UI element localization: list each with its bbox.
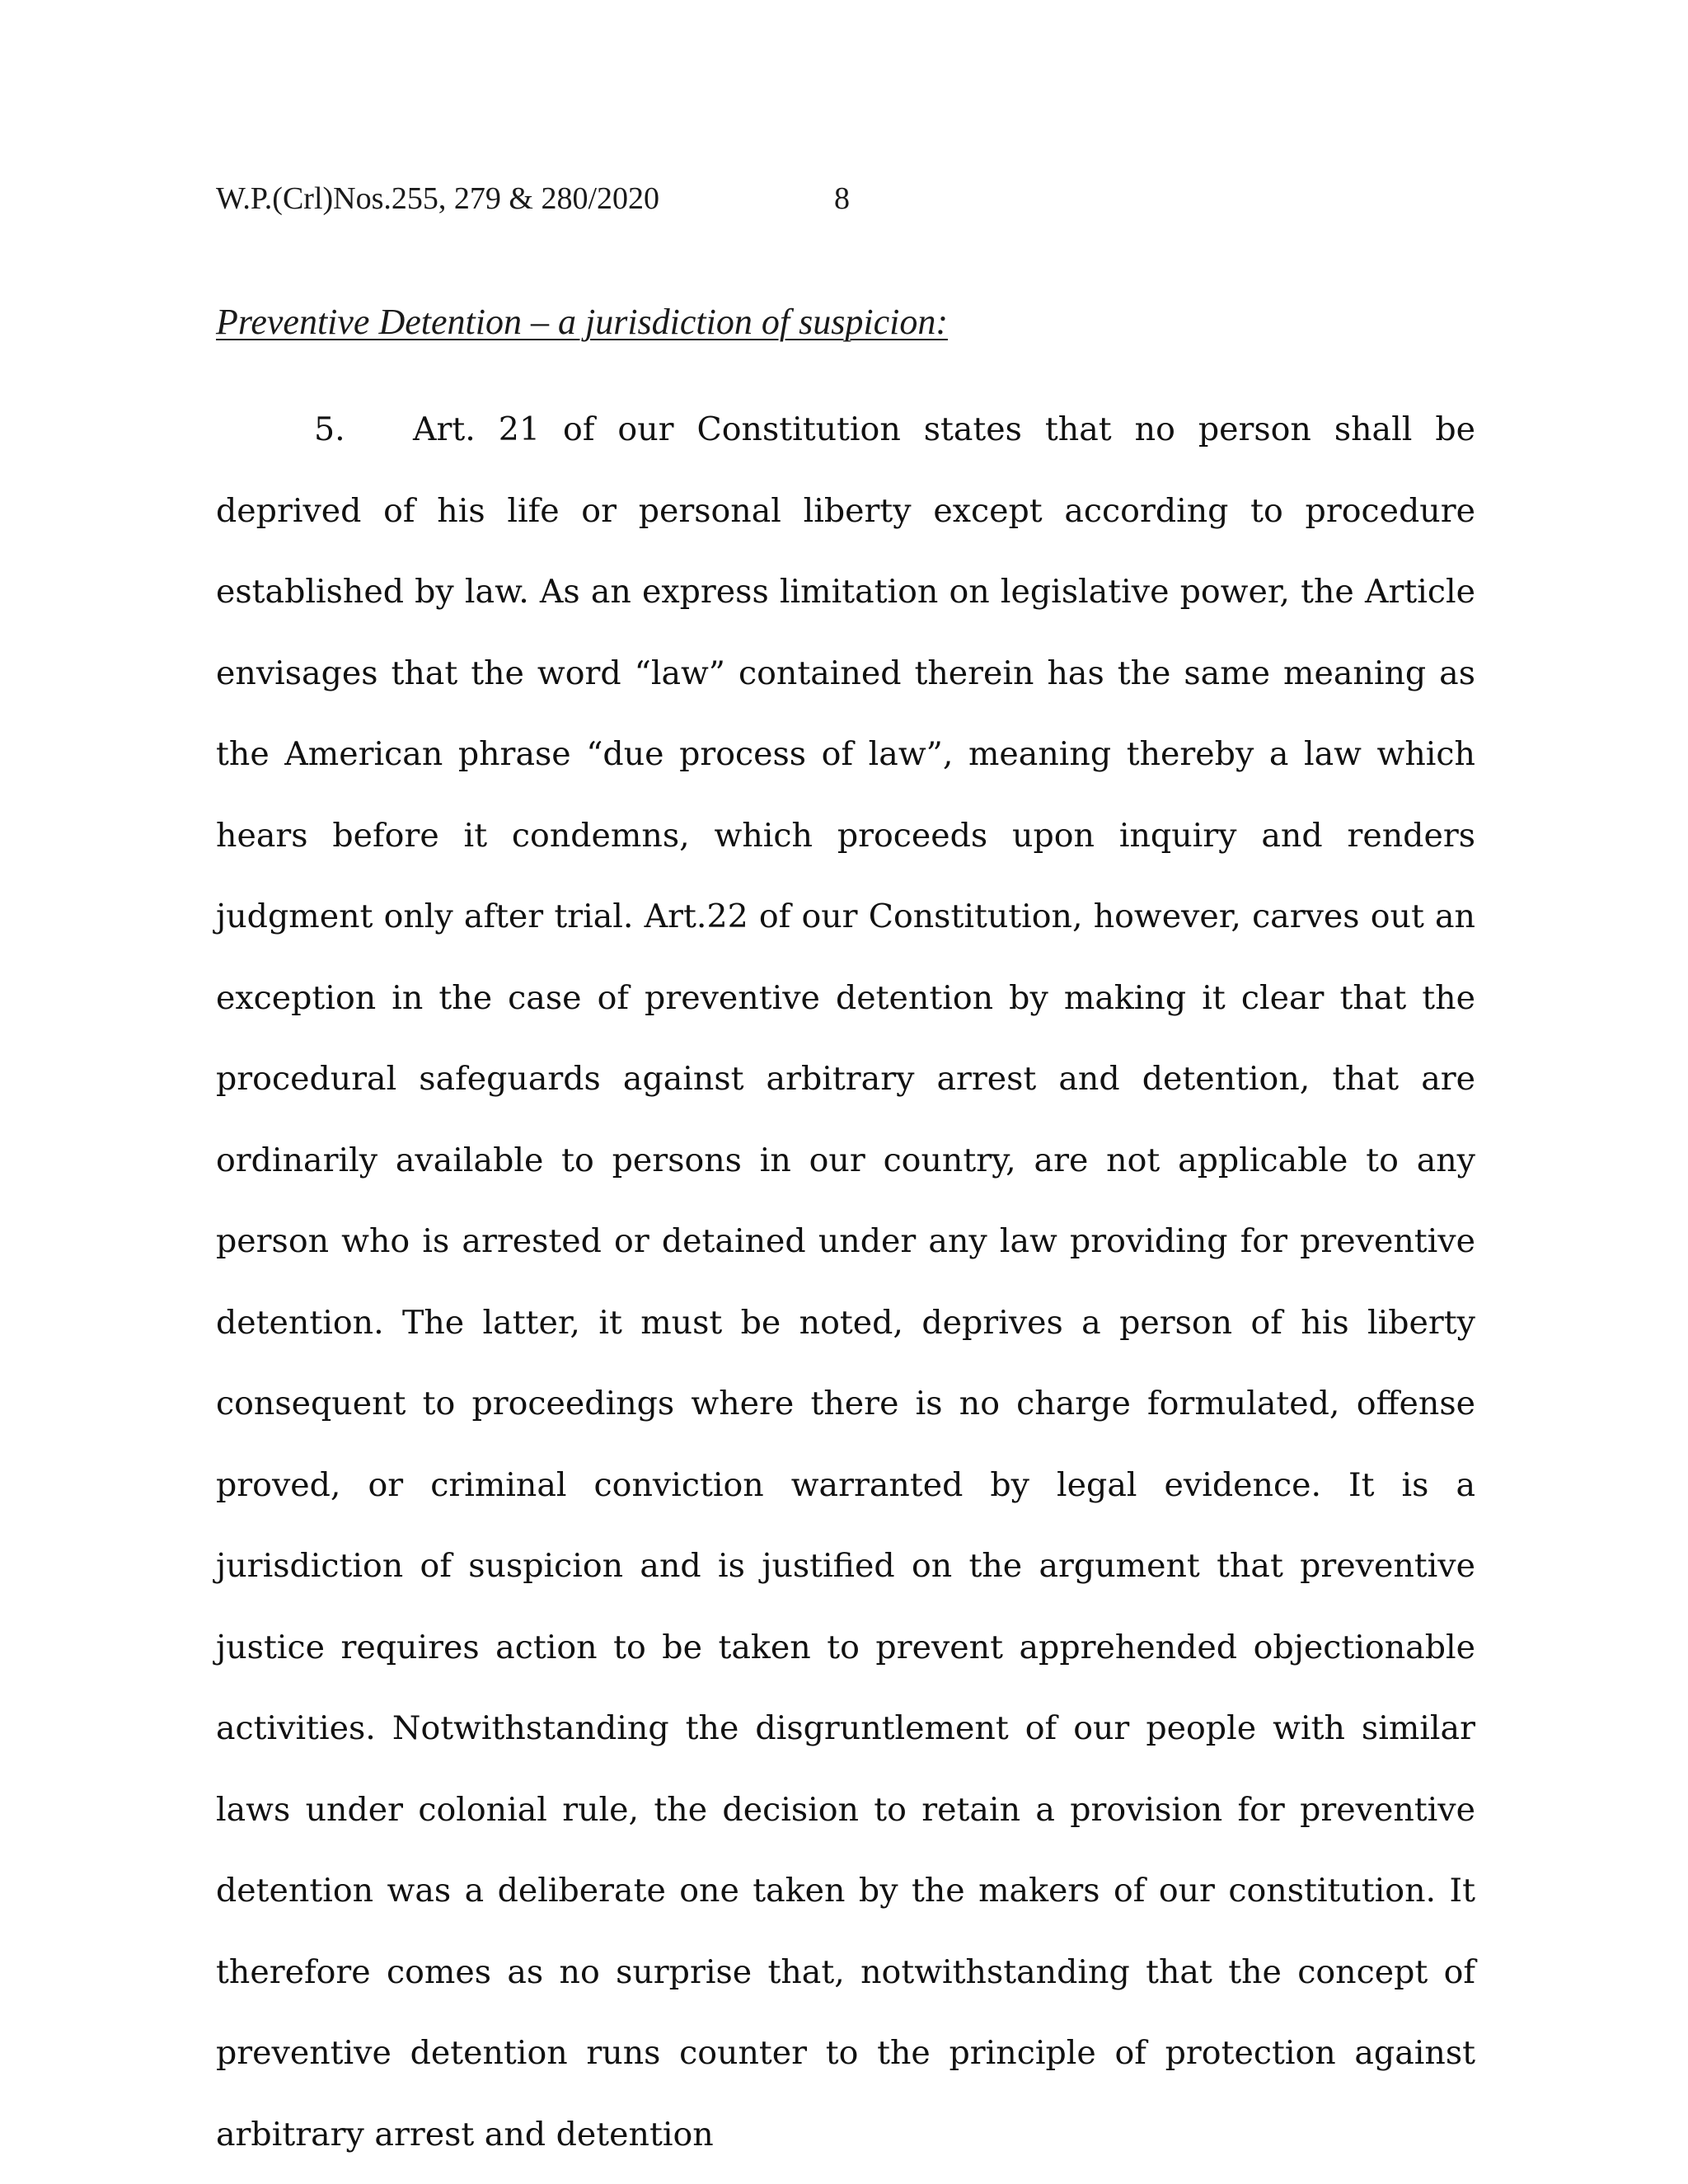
paragraph-5 — [216, 389, 1475, 2175]
case-number-header: W.P.(Crl)Nos.255, 279 & 280/2020 — [216, 181, 660, 216]
paragraph-number: 5. — [314, 410, 345, 448]
section-heading: Preventive Detention – a jurisdiction of suspicion: — [216, 302, 948, 342]
paragraph-body: Art. 21 of our Constitution states that no person shall be deprived of his life or personal liberty except according to procedure established by law. As an express limitation on legislative power, the Article envisages that the word “law” contained therein has the same meaning as the American phrase “due process of law”, meaning thereby a law which hears before it condemns, which proceeds upon inquiry and renders judgment only after trial. Art.22 of our Constitution, however, carves out an exception in the case of preventive detention by making it clear that the procedural safeguards against arbitrary arrest and detention, that are ordinarily available to persons in our country, are not applicable to any person who is arrested or detained under any law providing for preventive detention. The latter, it must be noted, deprives a person of his liberty consequent to proceedings where there is no charge formulated, offense proved, or criminal conviction warranted by legal evidence. It is a jurisdiction of suspicion and is justified on the argument that preventive justice requires action to be taken to prevent apprehended objectionable activities. Notwithstanding the disgruntlement of our people with similar laws under colonial rule, the decision to retain a provision for preventive detention was a deliberate one taken by the makers of our constitution. It therefore comes as no surprise that, notwithstanding that the concept of preventive detention runs counter to the principle of protection against arbitrary arrest and detention — [216, 410, 1475, 2154]
page-number: 8 — [834, 181, 850, 216]
